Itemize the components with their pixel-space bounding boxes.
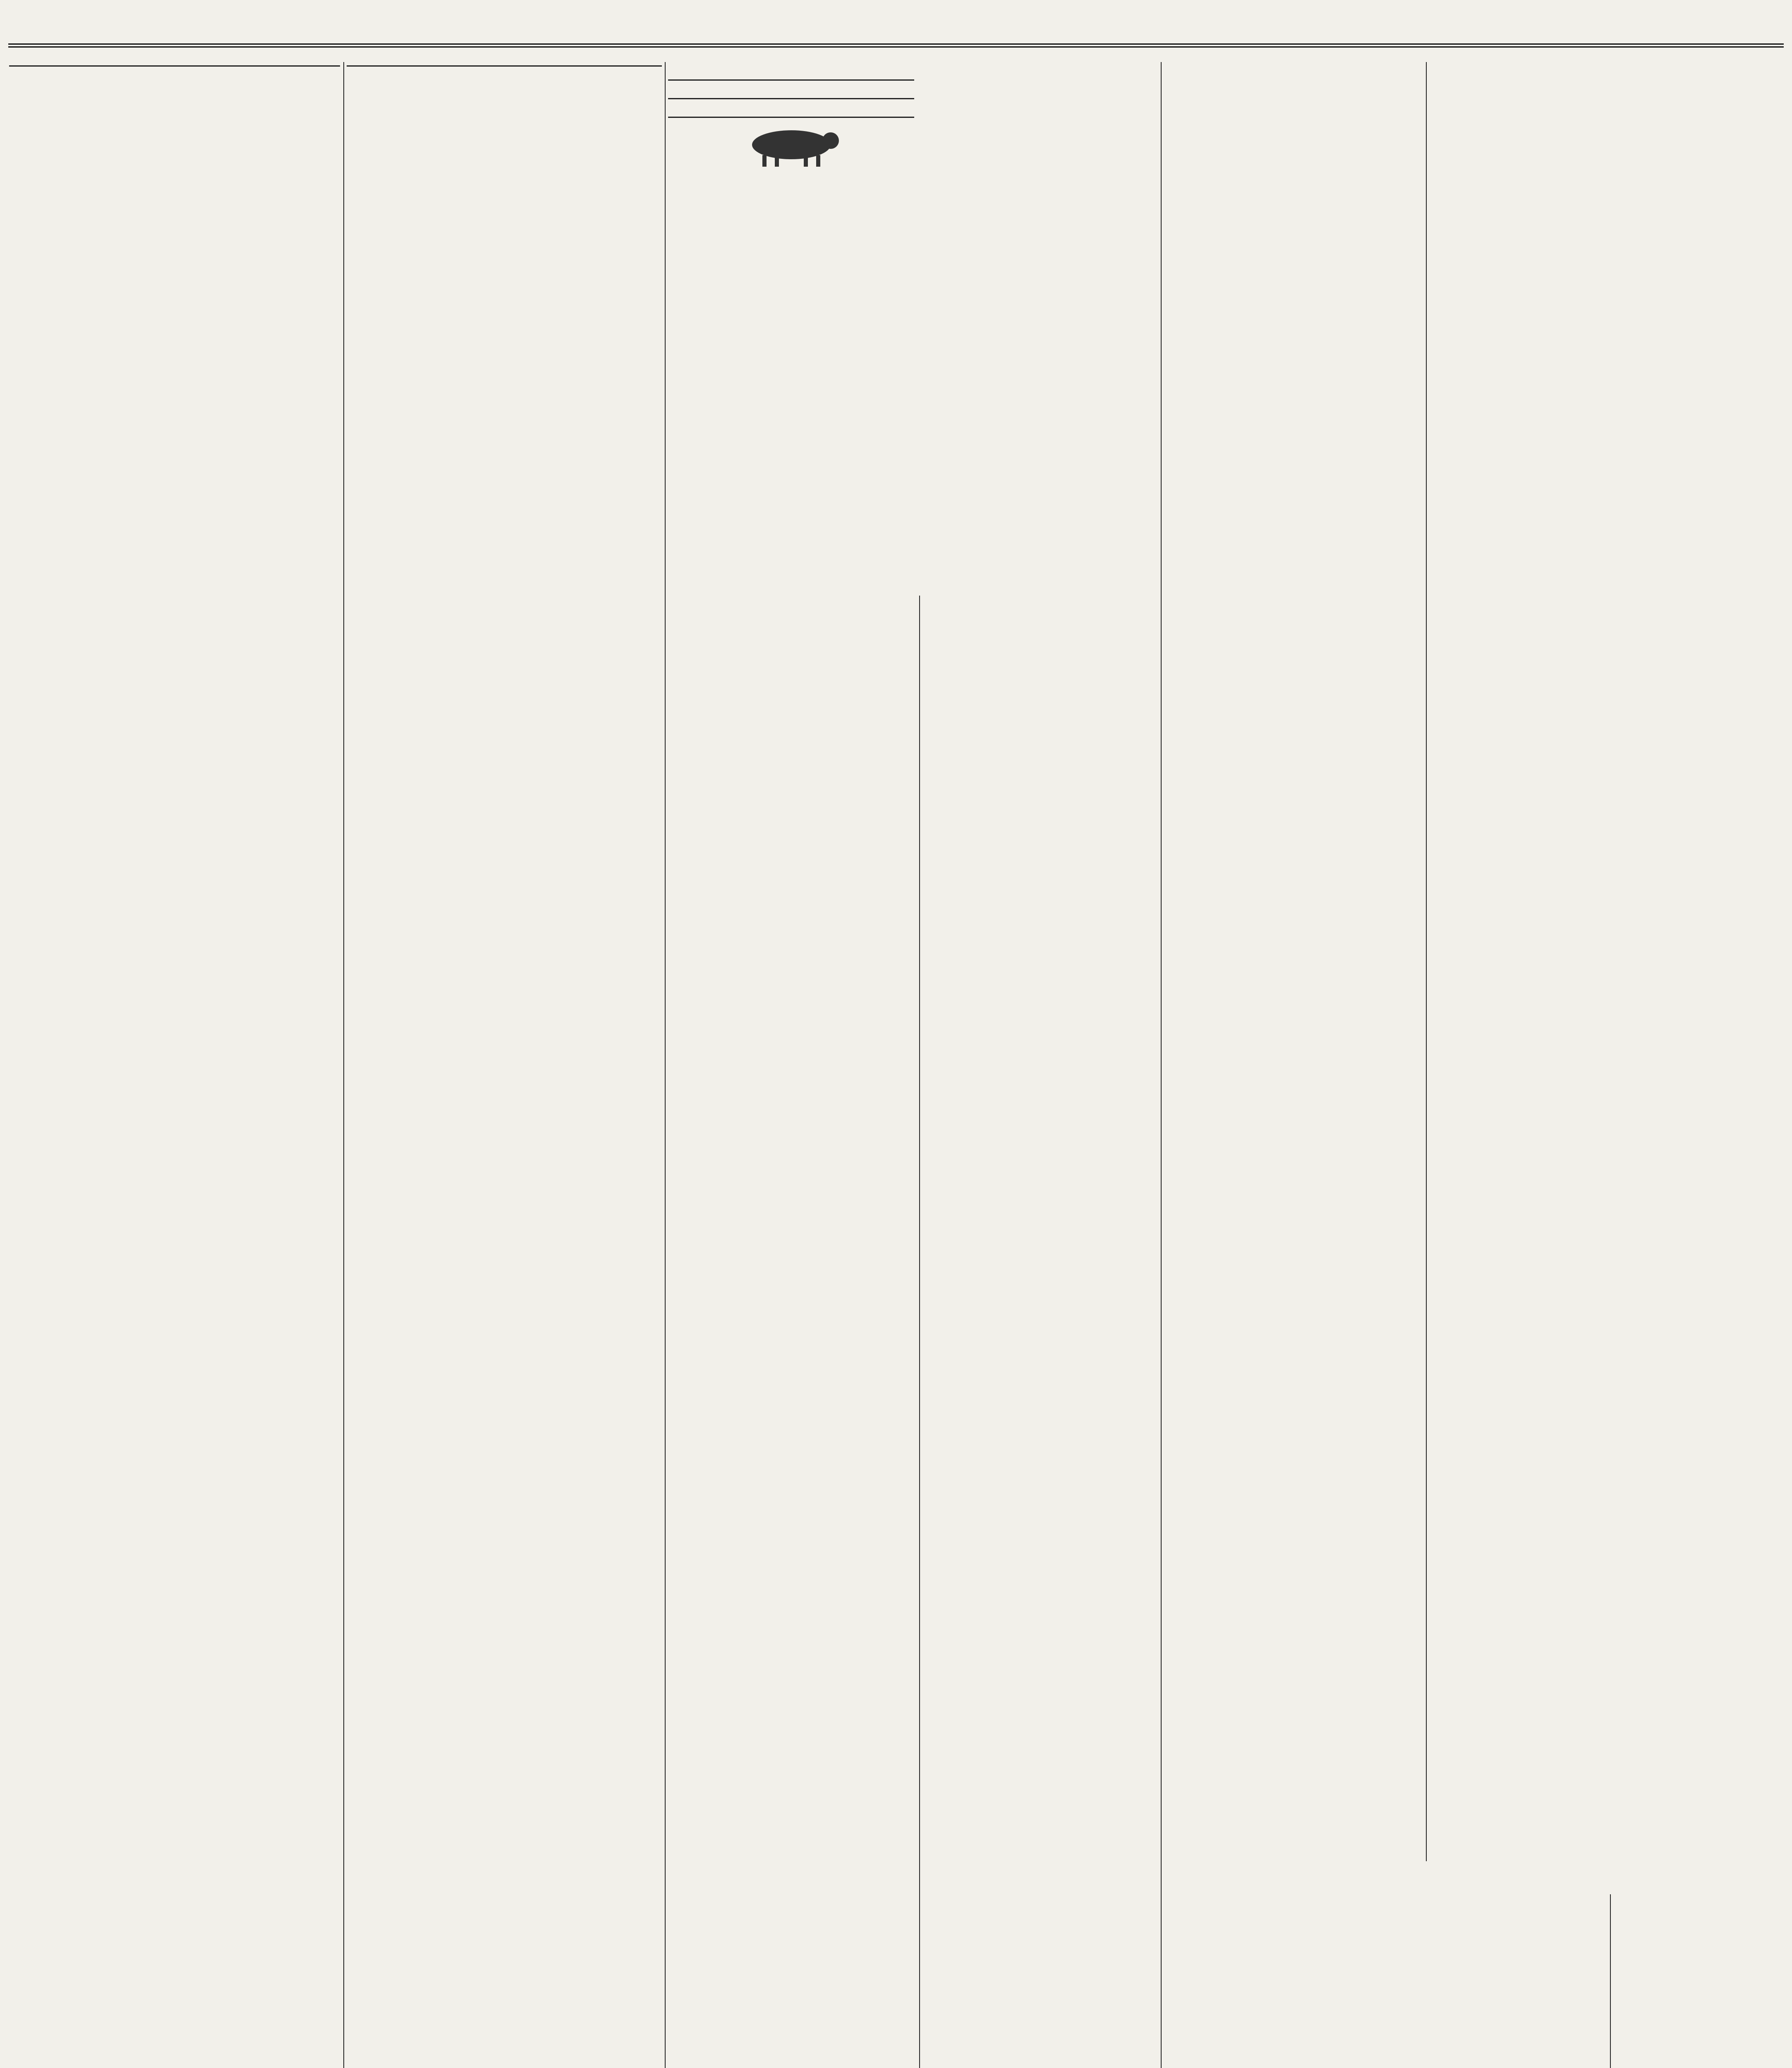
- column-2: [347, 62, 662, 2068]
- mcfarlane-hall-ad: [668, 62, 914, 81]
- column-divider: [919, 596, 920, 2068]
- column-divider: [1610, 1894, 1611, 2068]
- cook-county-council-notice: [668, 85, 914, 99]
- column-divider: [665, 62, 666, 2068]
- masthead-rule: [8, 43, 1784, 45]
- bourke-smith-ad: [668, 122, 914, 172]
- column-3: [668, 62, 914, 2068]
- cook-county-tenders: [668, 103, 914, 118]
- bull-icon: [729, 122, 853, 168]
- column-1: [9, 62, 340, 2068]
- column-divider: [1426, 62, 1427, 1861]
- masthead-rule-2: [8, 46, 1784, 48]
- column-divider: [1161, 62, 1162, 2068]
- column-divider: [343, 62, 344, 2068]
- masthead: [0, 8, 1792, 41]
